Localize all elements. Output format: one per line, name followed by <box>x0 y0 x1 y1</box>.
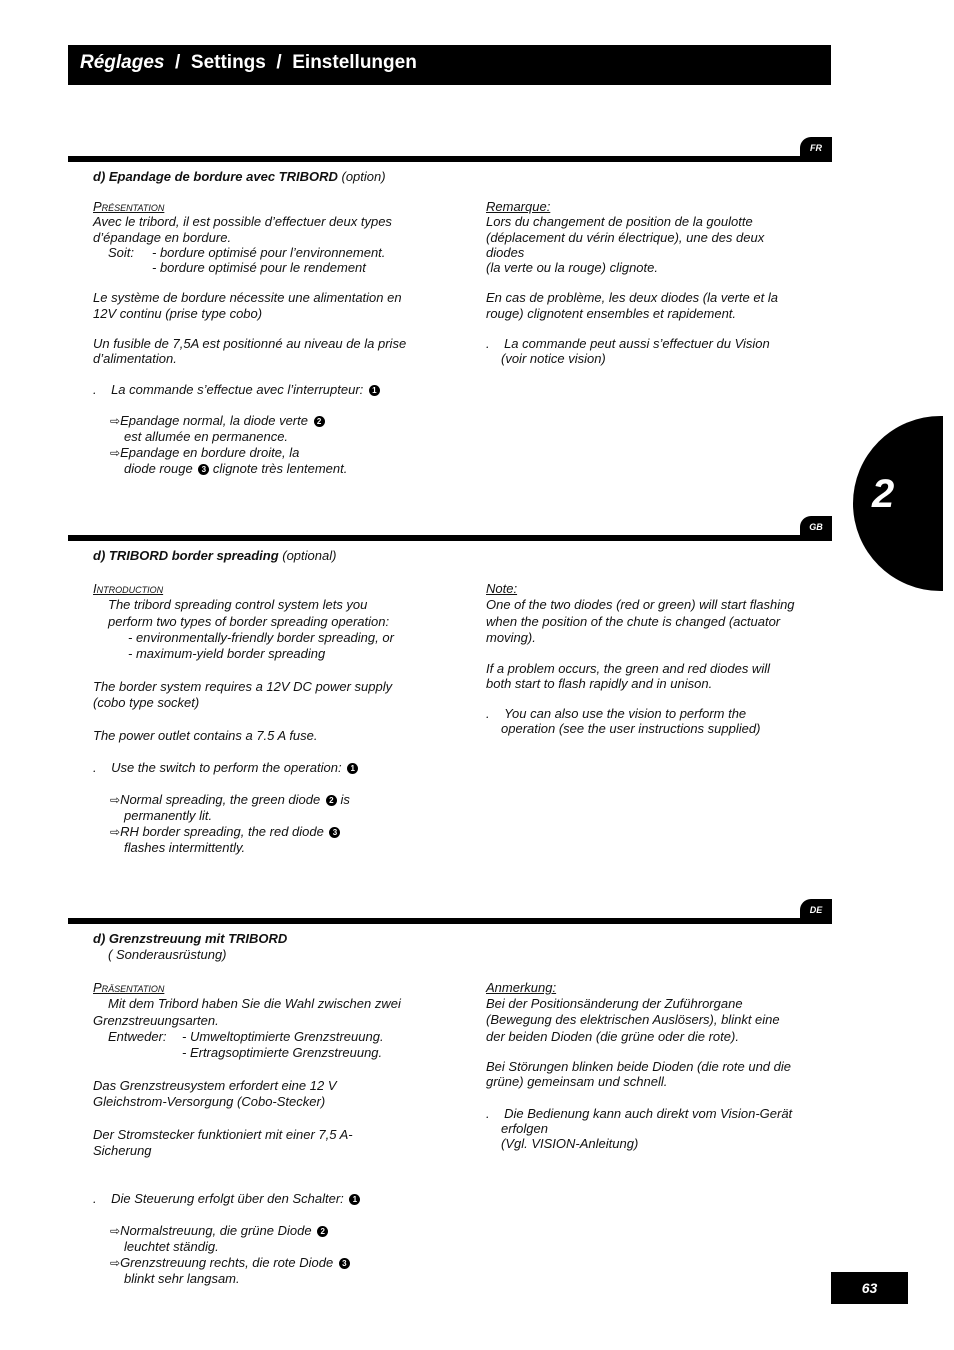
text-line: (Bewegung des elektrischen Auslösers), blinkt eine <box>486 1012 780 1027</box>
text-line: Un fusible de 7,5A est positionné au niveau de la prise <box>93 336 407 351</box>
section-rule-de <box>68 918 832 924</box>
text-label: Soit: <box>108 245 135 260</box>
brand-name: TRIBORD <box>108 548 169 563</box>
bullet-item: . Die Steuerung erfolgt über den Schalter: 1 <box>93 1191 360 1207</box>
text-line: der beiden Dioden (die grüne oder die rote). <box>486 1029 739 1044</box>
text-line: (la verte ou la rouge) clignote. <box>486 260 658 275</box>
text-line: leuchtet ständig. <box>124 1239 219 1254</box>
bullet-item: . La commande peut aussi s’effectuer du Vision <box>486 336 770 351</box>
text-line: (cobo type socket) <box>93 695 200 710</box>
arrow-icon: ⇨ <box>110 1224 121 1238</box>
text-line: - Ertragsoptimierte Grenzstreuung. <box>182 1045 383 1060</box>
header-title-gb: Settings <box>190 52 266 73</box>
text-line: (déplacement du vérin électrique), une des deux <box>486 230 765 245</box>
heading-presentation-fr: Présentation <box>93 199 165 214</box>
text-line: grüne) gemeinsam und schnell. <box>486 1074 668 1089</box>
arrow-icon: ⇨ <box>110 414 121 428</box>
text-line: En cas de problème, les deux diodes (la verte et la <box>486 290 778 305</box>
text-line: erfolgen <box>501 1121 548 1136</box>
section-subtitle-de: ( Sonderausrüstung) <box>108 947 227 962</box>
text-line: when the position of the chute is changed (actuator <box>486 614 781 629</box>
text-line: Avec le tribord, il est possible d’effectuer deux types <box>93 214 392 229</box>
chapter-tab-number: 2 <box>872 472 895 516</box>
text-line: Das Grenzstreusystem erfordert eine 12 V <box>93 1078 337 1093</box>
page-header-title <box>80 52 417 74</box>
text-line: Lors du changement de position de la goulotte <box>486 214 753 229</box>
bullet-item: . Use the switch to perform the operation: 1 <box>93 760 358 776</box>
text-line: - Umweltoptimierte Grenzstreuung. <box>182 1029 384 1044</box>
callout-1-icon: 1 <box>369 385 380 396</box>
note-heading-gb: Note: <box>486 581 518 596</box>
callout-3-icon: 3 <box>329 827 340 838</box>
chapter-tab <box>853 416 943 591</box>
callout-2-icon: 2 <box>326 795 337 806</box>
callout-2-icon: 2 <box>314 416 325 427</box>
text-line: 12V continu (prise type cobo) <box>93 306 263 321</box>
text-line: The tribord spreading control system lets you <box>108 597 368 612</box>
section-rule-fr <box>68 156 832 162</box>
text-line: Grenzstreuungsarten. <box>93 1013 219 1028</box>
text-line: Bei Störungen blinken beide Dioden (die rote und die <box>486 1059 791 1074</box>
text-line: Sicherung <box>93 1143 152 1158</box>
text-line: (Vgl. VISION-Anleitung) <box>501 1136 639 1151</box>
page-number: 63 <box>861 1280 878 1296</box>
note-heading-fr: Remarque: <box>486 199 551 214</box>
text-line: Bei der Positionsänderung der Zuführorgane <box>486 996 743 1011</box>
section-title-de: d) Grenzstreuung mit TRIBORD <box>93 931 288 946</box>
text-line: Der Stromstecker funktioniert mit einer 7,5 A- <box>93 1127 353 1142</box>
arrow-icon: ⇨ <box>110 446 121 460</box>
header-separator: / <box>276 52 282 73</box>
text-line: If a problem occurs, the green and red diodes will <box>486 661 770 676</box>
arrow-item: ⇨Epandage normal, la diode verte 2 <box>110 413 325 430</box>
lang-tag-de: DE <box>800 899 832 921</box>
text-line: Gleichstrom-Versorgung (Cobo-Stecker) <box>93 1094 326 1109</box>
section-title-gb: d) TRIBORD border spreading (optional) <box>93 548 337 563</box>
callout-3-icon: 3 <box>339 1258 350 1269</box>
text-line: rouge) clignotent ensembles et rapidement. <box>486 306 737 321</box>
text-line: est allumée en permanence. <box>124 429 289 444</box>
arrow-item: ⇨Epandage en bordure droite, la <box>110 445 300 460</box>
arrow-icon: ⇨ <box>110 793 121 807</box>
text-line: The power outlet contains a 7.5 A fuse. <box>93 728 318 743</box>
bullet-item: . La commande s’effectue avec l’interrupteur: 1 <box>93 382 380 398</box>
brand-name: TRIBORD <box>228 931 288 946</box>
brand-name: TRIBORD <box>278 169 338 184</box>
section-rule-gb <box>68 535 832 541</box>
lang-tag-gb: GB <box>800 516 832 538</box>
header-title-fr: Réglages <box>80 52 165 73</box>
text-line: d’alimentation. <box>93 351 177 366</box>
callout-2-icon: 2 <box>317 1226 328 1237</box>
text-line: - maximum-yield border spreading <box>128 646 326 661</box>
section-title-fr: d) Epandage de bordure avec TRIBORD (option) <box>93 169 386 184</box>
arrow-icon: ⇨ <box>110 1256 121 1270</box>
text-line: - bordure optimisé pour le rendement <box>152 260 366 275</box>
arrow-item: ⇨Normalstreuung, die grüne Diode 2 <box>110 1223 328 1240</box>
text-line: moving). <box>486 630 536 645</box>
text-line: diode rouge 3 clignote très lentement. <box>124 461 348 476</box>
arrow-item: ⇨Normal spreading, the green diode 2 is <box>110 792 350 807</box>
text-line: - environmentally-friendly border spreading, or <box>128 630 394 645</box>
text-line: both start to flash rapidly and in unison. <box>486 676 713 691</box>
text-line: The border system requires a 12V DC power supply <box>93 679 393 694</box>
note-heading-de: Anmerkung: <box>486 980 557 995</box>
text-line: flashes intermittently. <box>124 840 246 855</box>
bullet-item: . Die Bedienung kann auch direkt vom Vision-Gerät <box>486 1106 793 1121</box>
arrow-icon: ⇨ <box>110 825 121 839</box>
header-title-de: Einstellungen <box>292 52 417 73</box>
heading-introduction-gb: Introduction <box>93 581 164 596</box>
arrow-item: ⇨Grenzstreuung rechts, die rote Diode 3 <box>110 1255 350 1272</box>
text-line: Le système de bordure nécessite une alimentation en <box>93 290 402 305</box>
text-line: - bordure optimisé pour l’environnement. <box>152 245 386 260</box>
text-line: Mit dem Tribord haben Sie die Wahl zwischen zwei <box>108 996 401 1011</box>
heading-presentation-de: Präsentation <box>93 980 165 995</box>
text-line: permanently lit. <box>124 808 213 823</box>
text-line: perform two types of border spreading operation: <box>108 614 390 629</box>
arrow-item: ⇨RH border spreading, the red diode 3 <box>110 824 340 841</box>
callout-1-icon: 1 <box>347 763 358 774</box>
text-line: One of the two diodes (red or green) will start flashing <box>486 597 795 612</box>
text-line: diodes <box>486 245 525 260</box>
lang-tag-fr: FR <box>800 137 832 159</box>
callout-3-icon: 3 <box>198 464 209 475</box>
text-label: Entweder: <box>108 1029 167 1044</box>
text-line: blinkt sehr langsam. <box>124 1271 240 1286</box>
text-line: operation (see the user instructions supplied) <box>501 721 761 736</box>
text-line: d’épandage en bordure. <box>93 230 232 245</box>
bullet-item: . You can also use the vision to perform the <box>486 706 747 721</box>
header-separator: / <box>175 52 181 73</box>
callout-1-icon: 1 <box>349 1194 360 1205</box>
text-line: (voir notice vision) <box>501 351 606 366</box>
